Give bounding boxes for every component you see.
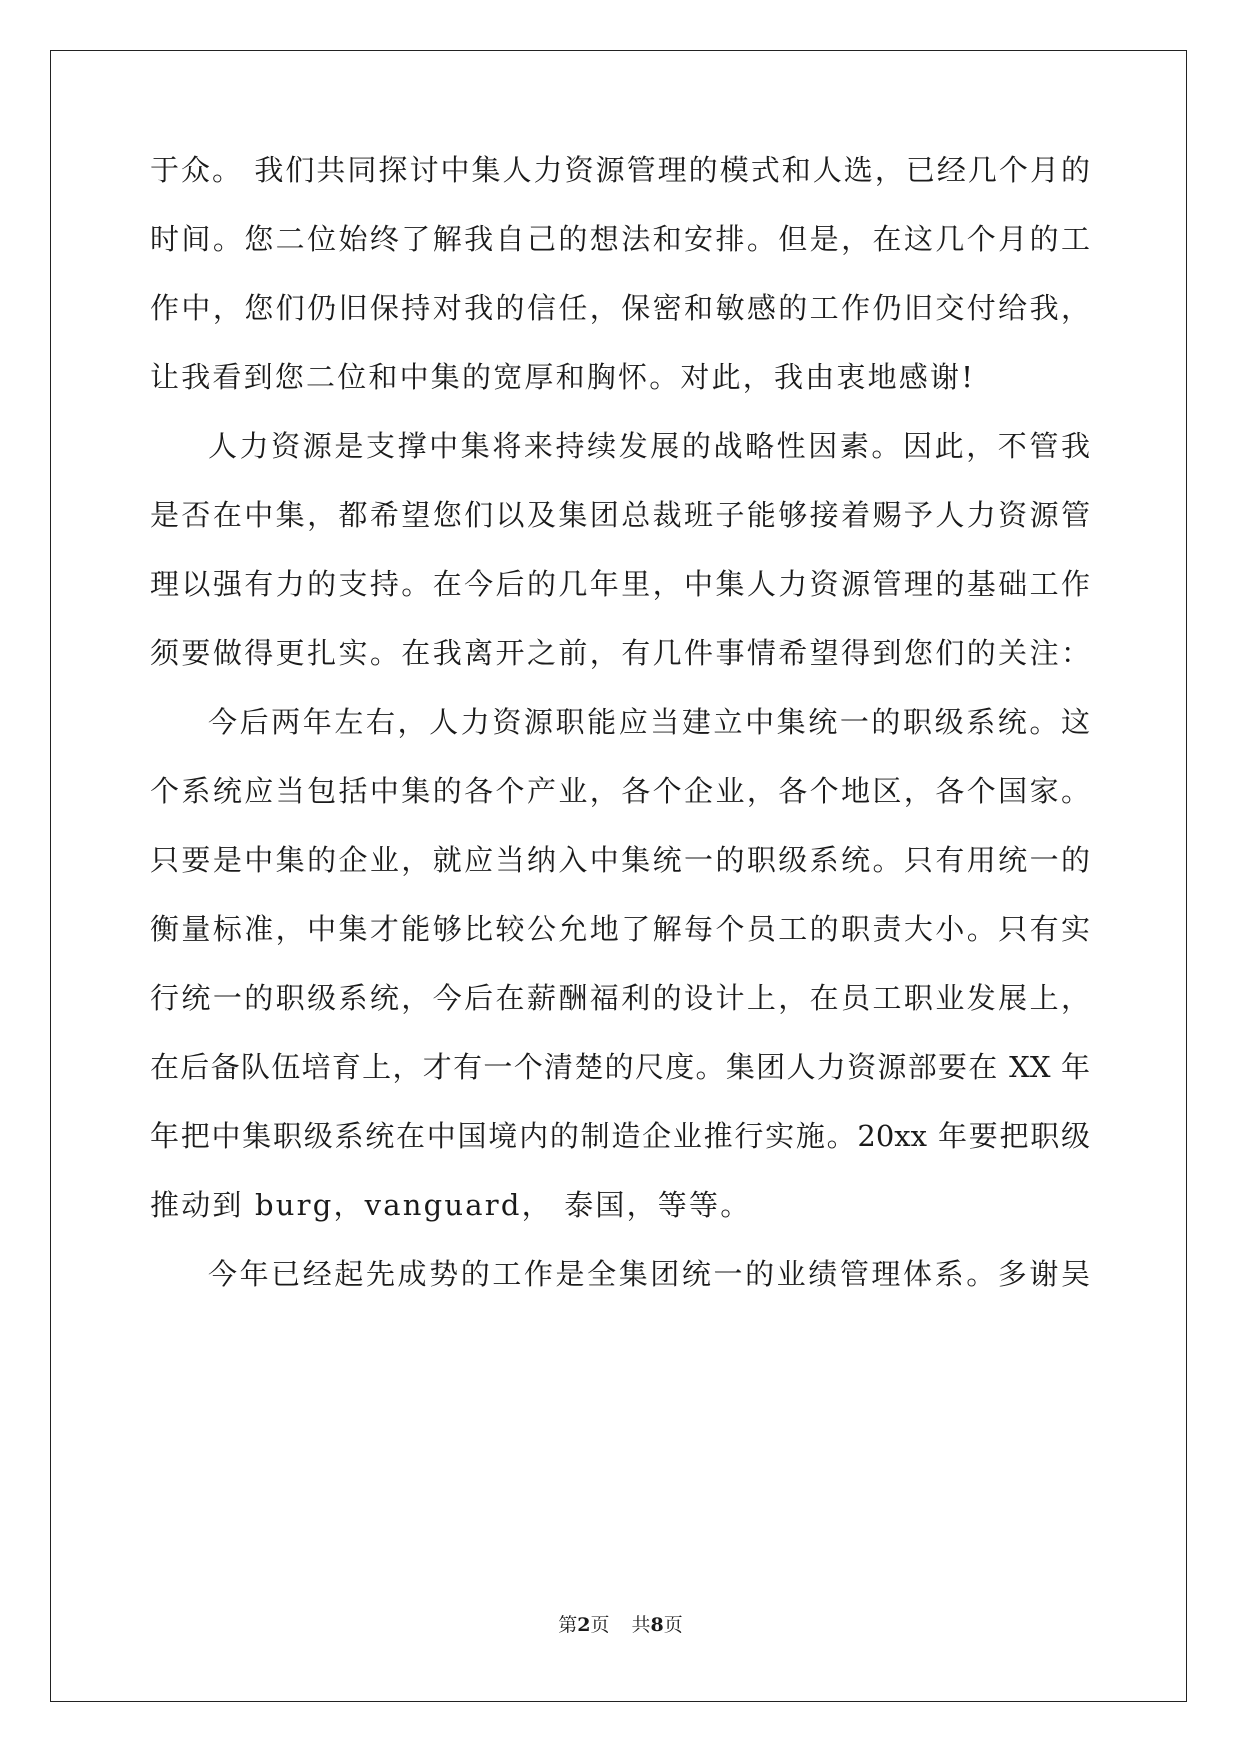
current-page-number: 2 xyxy=(577,1614,591,1636)
text-line: 推动到 burg，vanguard， 泰国，等等。 xyxy=(150,1188,752,1222)
paragraph-first-line: 今后两年左右，人力资源职能应当建立中集统一的职级系统。这 xyxy=(208,705,1090,739)
text-line: 须要做得更扎实。在我离开之前，有几件事情希望得到您们的关注： xyxy=(150,636,1090,670)
paragraph-first-line: 人力资源是支撑中集将来持续发展的战略性因素。因此，不管我 xyxy=(208,429,1090,463)
text-line: 理以强有力的支持。在今后的几年里，中集人力资源管理的基础工作 xyxy=(150,567,1090,601)
text-line: 行统一的职级系统，今后在薪酬福利的设计上，在员工职业发展上， xyxy=(150,981,1090,1015)
text-line: 作中，您们仍旧保持对我的信任，保密和敏感的工作仍旧交付给我， xyxy=(150,291,1090,325)
total-unit: 页 xyxy=(663,1614,683,1636)
text-line: 个系统应当包括中集的各个产业，各个企业，各个地区，各个国家。 xyxy=(150,774,1090,808)
text-line: 在后备队伍培育上，才有一个清楚的尺度。集团人力资源部要在 XX 年 xyxy=(150,1050,1090,1084)
text-line: 时间。您二位始终了解我自己的想法和安排。但是，在这几个月的工 xyxy=(150,222,1090,256)
text-line: 于众。 我们共同探讨中集人力资源管理的模式和人选，已经几个月的 xyxy=(150,153,1090,187)
page-unit: 页 xyxy=(590,1614,610,1636)
page-footer xyxy=(0,1610,1241,1637)
page-prefix: 第 xyxy=(558,1614,578,1636)
text-line: 是否在中集，都希望您们以及集团总裁班子能够接着赐予人力资源管 xyxy=(150,498,1090,532)
paragraph-first-line: 今年已经起先成势的工作是全集团统一的业绩管理体系。多谢吴 xyxy=(208,1257,1090,1291)
total-prefix: 共 xyxy=(631,1614,651,1636)
total-page-count: 8 xyxy=(650,1614,664,1636)
text-line: 让我看到您二位和中集的宽厚和胸怀。对此，我由衷地感谢! xyxy=(150,360,976,394)
text-line: 衡量标准，中集才能够比较公允地了解每个员工的职责大小。只有实 xyxy=(150,912,1090,946)
text-line: 年把中集职级系统在中国境内的制造企业推行实施。20xx 年要把职级 xyxy=(150,1119,1090,1153)
text-line: 只要是中集的企业，就应当纳入中集统一的职级系统。只有用统一的 xyxy=(150,843,1090,877)
